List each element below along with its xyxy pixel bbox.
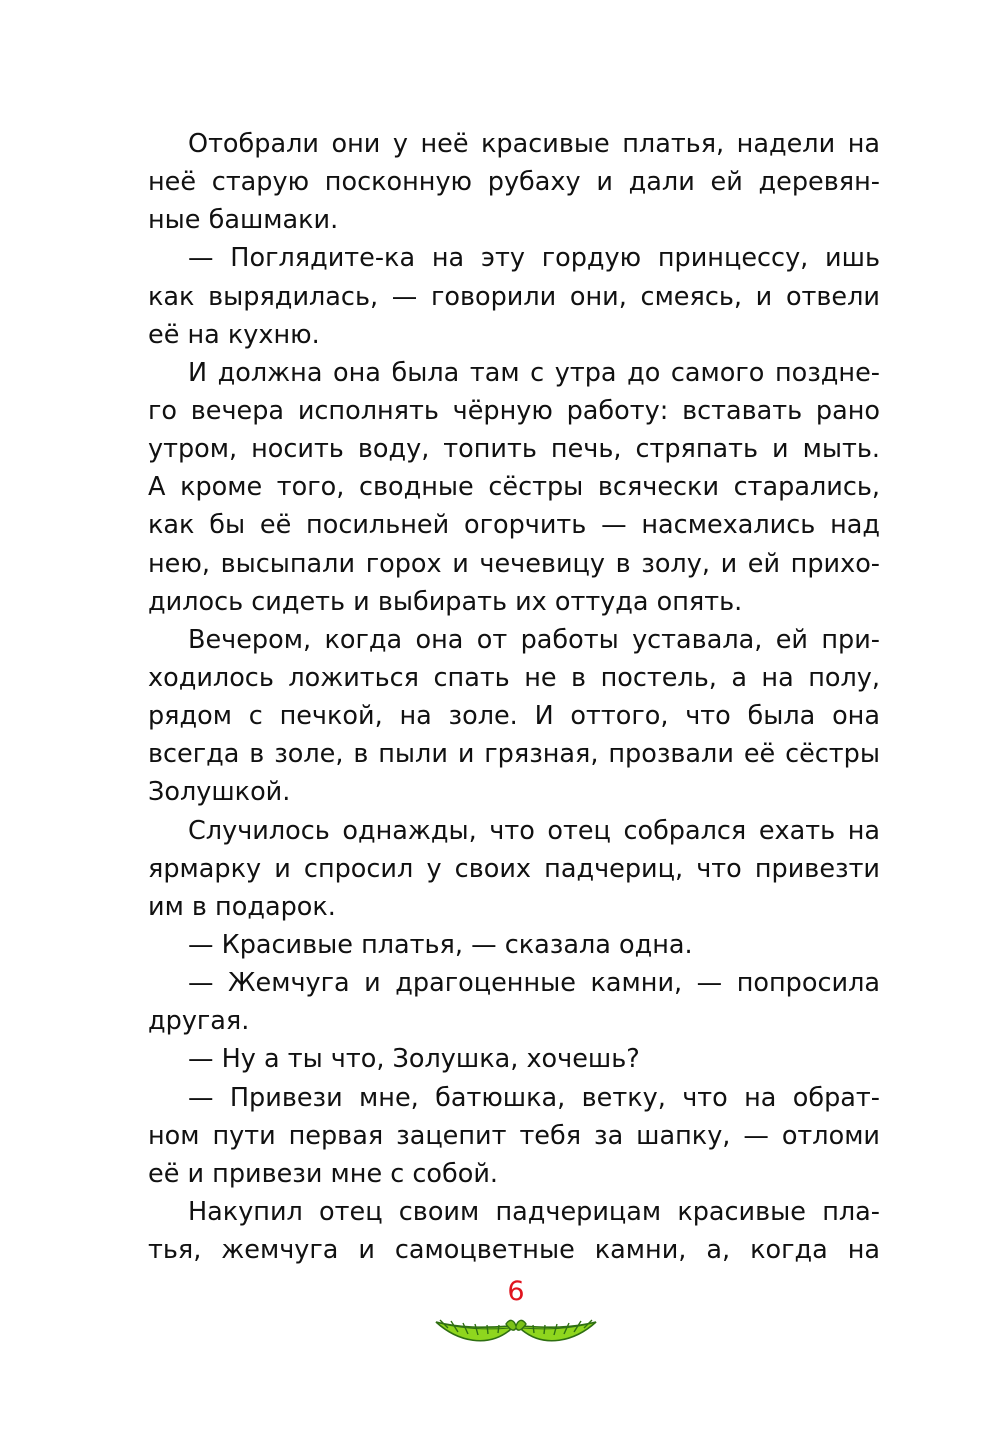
- page-footer: [418, 1276, 614, 1356]
- text-line: ярмарку и спросил у своих падчериц, что привезти: [148, 853, 880, 884]
- text-line: — Ну а ты что, Золушка, хочешь?: [188, 1044, 640, 1075]
- text-line: другая.: [148, 1006, 250, 1037]
- text-line: ном пути первая зацепит тебя за шапку, — отломи: [148, 1120, 880, 1151]
- text-line: — Привези мне, батюшка, ветку, что на обрат-: [188, 1082, 880, 1113]
- text-line: тья, жемчуга и самоцветные камни, а, когда на: [148, 1235, 880, 1266]
- text-line: го вечера исполнять чёрную работу: вставать рано: [148, 395, 880, 426]
- text-line: Случилось однажды, что отец собрался ехать на: [188, 815, 880, 846]
- text-line: как бы её посильней огорчить — насмехались над: [148, 510, 880, 541]
- text-line: дилось сидеть и выбирать их оттуда опять.: [148, 586, 743, 617]
- text-line: её на кухню.: [148, 319, 320, 350]
- text-line: неё старую посконную рубаху и дали ей деревян-: [148, 167, 880, 198]
- text-line: А кроме того, сводные сёстры всячески старались,: [148, 472, 880, 503]
- text-line: им в подарок.: [148, 891, 336, 922]
- text-line: всегда в золе, в пыли и грязная, прозвали её сёстры: [148, 739, 880, 770]
- text-line: — Поглядите-ка на эту гордую принцессу, ишь: [188, 243, 880, 274]
- text-line: ходилось ложиться спать не в постель, а на полу,: [148, 662, 880, 693]
- text-line: как вырядилась, — говорили они, смеясь, и отвели: [148, 281, 880, 312]
- text-line: Накупил отец своим падчерицам красивые пла-: [188, 1196, 880, 1227]
- text-line: утром, носить воду, топить печь, стряпать и мыть.: [148, 434, 880, 465]
- text-line: — Красивые платья, — сказала одна.: [188, 929, 693, 960]
- page-number: 6: [507, 1276, 525, 1307]
- text-line: Вечером, когда она от работы уставала, ей при-: [188, 624, 880, 655]
- book-page-text: [148, 125, 880, 1269]
- text-line: нею, высыпали горох и чечевицу в золу, и ей прихо-: [148, 548, 880, 579]
- text-line: ные башмаки.: [148, 205, 339, 236]
- text-line: Отобрали они у неё красивые платья, надели на: [188, 129, 880, 159]
- text-line: — Жемчуга и драгоценные камни, — попросила: [188, 968, 880, 999]
- text-line: Золушкой.: [148, 777, 291, 808]
- text-line: её и привези мне с собой.: [148, 1158, 499, 1189]
- text-line: И должна она была там с утра до самого поздне-: [188, 357, 880, 388]
- text-line: рядом с печкой, на золе. И оттого, что была она: [148, 701, 880, 732]
